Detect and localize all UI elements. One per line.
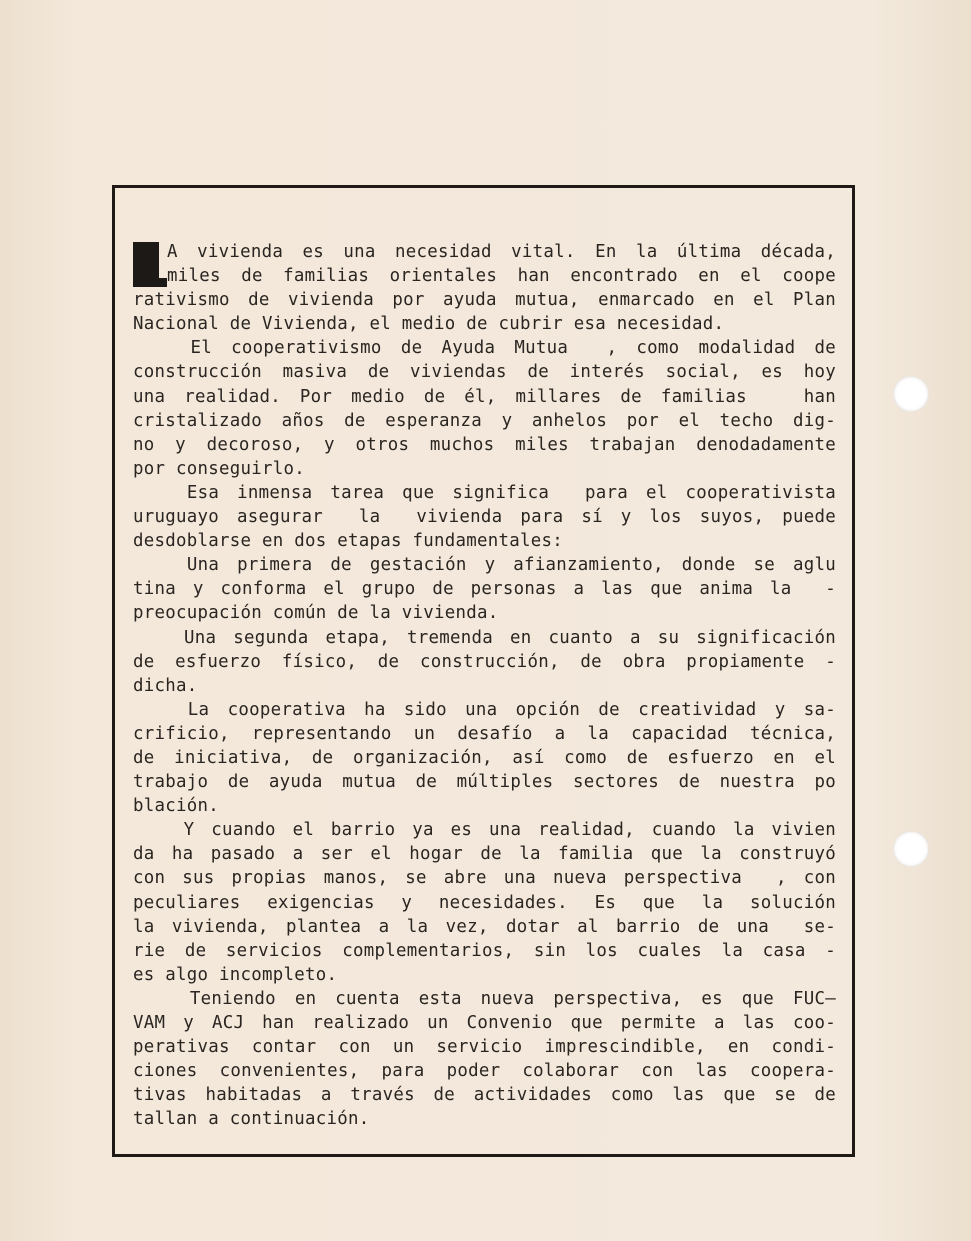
text-line: tallan a continuación. [133, 1109, 370, 1130]
text-line: rativismo de vivienda por ayuda mutua, enmarcado en el Plan [133, 290, 836, 311]
text-line: construcción masiva de viviendas de interés social, es hoy [133, 362, 836, 383]
text-line: El cooperativismo de Ayuda Mutua , como modalidad de [133, 338, 836, 359]
text-line: tivas habitadas a través de actividades como las que se de [133, 1085, 836, 1106]
body-text [133, 240, 836, 1131]
text-line: preocupación común de la vivienda. [133, 603, 499, 624]
text-line: La cooperativa ha sido una opción de creatividad y sa- [133, 699, 836, 720]
text-line: la vivienda, plantea a la vez, dotar al barrio de una se- [133, 916, 836, 937]
text-line: una realidad. Por medio de él, millares de familias han [133, 386, 836, 407]
text-line: cristalizado años de esperanza y anhelos por el techo dig- [133, 410, 836, 431]
text-line: Una segunda etapa, tremenda en cuanto a su significación [133, 627, 836, 648]
text-line: da ha pasado a ser el hogar de la familia que la construyó [133, 844, 836, 865]
text-line: Nacional de Vivienda, el medio de cubrir esa necesidad. [133, 314, 725, 335]
text-line: Esa inmensa tarea que significa para el cooperativista [133, 482, 836, 503]
text-line: ciones convenientes, para poder colaborar con las coopera- [133, 1061, 836, 1082]
text-line: crificio, representando un desafío a la capacidad técnica, [133, 723, 836, 744]
text-line: dicha. [133, 675, 198, 696]
text-line: de esfuerzo físico, de construcción, de obra propiamente - [133, 651, 836, 672]
text-line: no y decoroso, y otros muchos miles trabajan denodadamente [133, 434, 836, 455]
text-line: desdoblarse en dos etapas fundamentales: [133, 531, 564, 552]
text-line: Una primera de gestación y afianzamiento, donde se aglu [133, 555, 836, 576]
text-line: es algo incompleto. [133, 964, 338, 985]
text-line: con sus propias manos, se abre una nueva perspectiva , con [133, 868, 836, 889]
text-line: trabajo de ayuda mutua de múltiples sectores de nuestra po [133, 772, 836, 793]
text-line: VAM y ACJ han realizado un Convenio que permite a las coo- [133, 1013, 836, 1033]
text-line: Teniendo en cuenta esta nueva perspectiva, es que FUC— [133, 988, 836, 1009]
punch-hole-top [893, 376, 929, 412]
text-line: A vivienda es una necesidad vital. En la última década, [167, 242, 836, 262]
text-line: rie de servicios complementarios, sin los cuales la casa - [133, 940, 836, 961]
text-line: peculiares exigencias y necesidades. Es que la solución [133, 892, 836, 913]
text-line: Y cuando el barrio ya es una realidad, cuando la vivien [133, 820, 836, 841]
text-line: uruguayo asegurar la vivienda para sí y los suyos, puede [133, 507, 836, 528]
text-line: miles de familias orientales han encontrado en el coope [167, 266, 836, 287]
text-line: por conseguirlo. [133, 458, 306, 479]
punch-hole-bottom [893, 831, 929, 867]
text-line: de iniciativa, de organización, así como de esfuerzo en el [133, 747, 836, 768]
text-line: tina y conforma el grupo de personas a las que anima la - [133, 579, 836, 600]
text-line: perativas contar con un servicio imprescindible, en condi- [133, 1037, 836, 1058]
text-line: blación. [133, 796, 220, 817]
